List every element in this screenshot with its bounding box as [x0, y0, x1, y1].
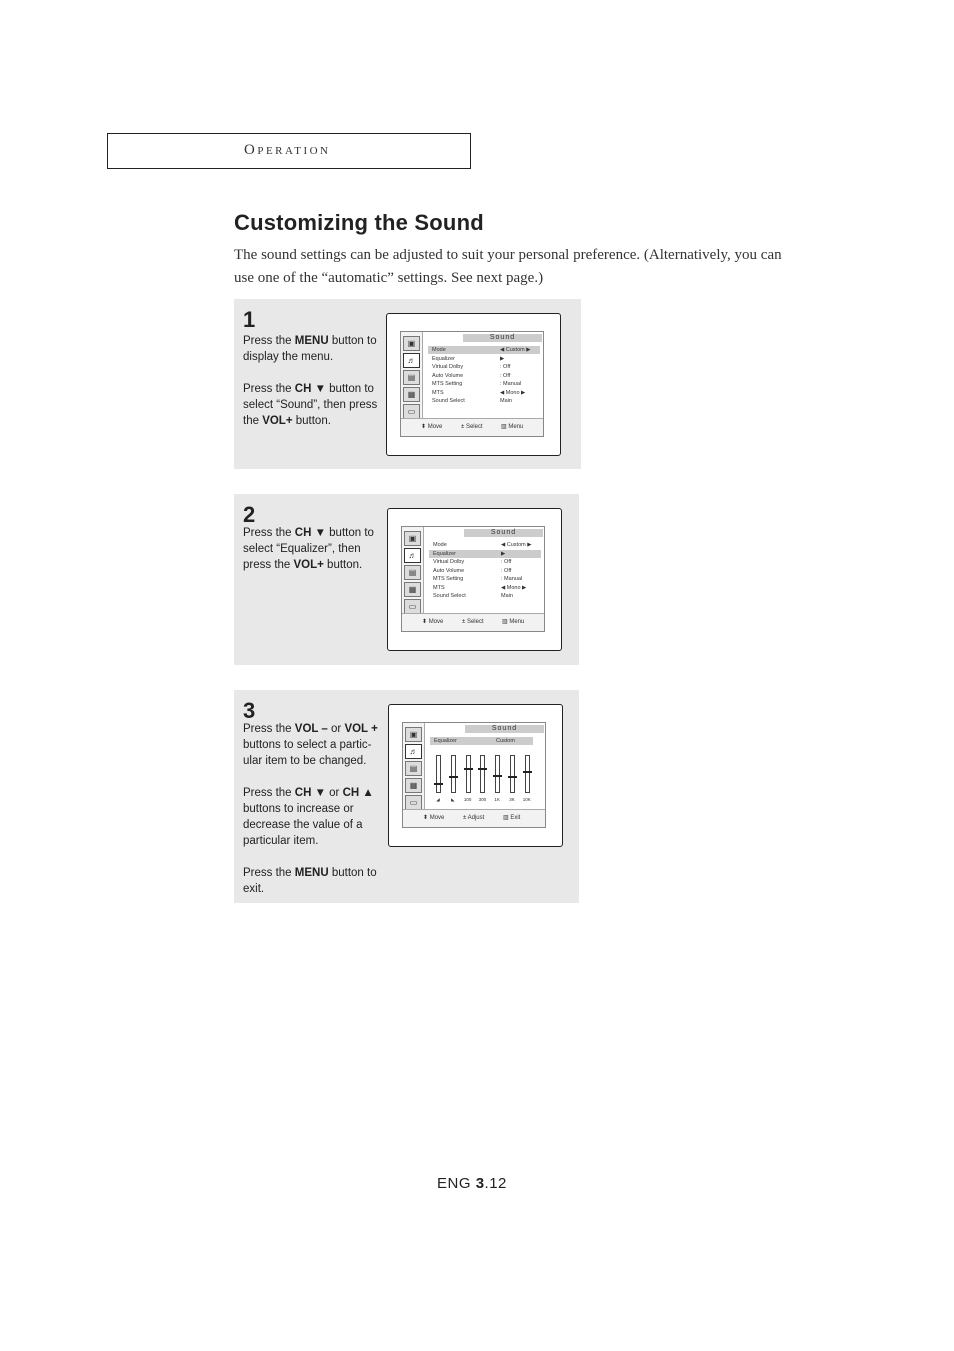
- setup-icon: ▦: [405, 778, 422, 793]
- osd-sidebar: [402, 527, 424, 613]
- instruction-text: button to select “Equalizer”, then press the: [243, 527, 374, 571]
- instruction-paragraph: [243, 381, 383, 429]
- instruction-text: button to exit.: [243, 867, 377, 895]
- step-3-panel: [234, 690, 579, 903]
- osd-menu-row: [428, 346, 540, 354]
- tv-screen: [387, 508, 562, 651]
- osd-row-value: Main: [501, 593, 513, 599]
- osd-menu-row: [428, 389, 540, 397]
- osd-footer-select: ± Select: [461, 424, 483, 430]
- sound-icon: ♬: [404, 548, 421, 563]
- osd-row-value: : Off: [501, 567, 512, 574]
- osd-footer-move: ⬍ Move: [421, 424, 443, 430]
- osd-sidebar: [401, 332, 423, 418]
- osd-menu-row: [428, 363, 540, 371]
- osd-menu-row: [429, 567, 541, 575]
- osd-menu-row: [429, 584, 541, 592]
- instruction-text: Press the: [243, 787, 295, 799]
- sound-menu-osd: [401, 526, 545, 632]
- page-chapter: 3: [475, 1175, 485, 1192]
- eq-band-slider: [436, 755, 441, 793]
- osd-row-value: : Off: [500, 372, 511, 379]
- osd-footer-exit: ▥ Exit: [503, 815, 521, 821]
- page-prefix: ENG: [437, 1175, 476, 1192]
- instruction-text: Press the: [243, 335, 295, 347]
- osd-footer: [403, 809, 545, 827]
- button-name: MENU: [294, 335, 329, 347]
- osd-menu-row: [429, 550, 541, 558]
- input-icon: ▭: [405, 795, 422, 810]
- tv-screen: [388, 704, 563, 847]
- osd-footer-menu: ▥ Menu: [502, 619, 525, 625]
- osd-row-label: Sound Select: [432, 398, 465, 404]
- setup-icon: ▦: [403, 387, 420, 402]
- eq-band-label: 300: [478, 797, 487, 802]
- instruction-text: Press the: [243, 527, 295, 539]
- instruction-paragraph: [243, 525, 383, 573]
- button-name: CH ▼: [294, 527, 326, 539]
- eq-slider-knob: [434, 783, 443, 785]
- osd-row-value: : Off: [501, 559, 512, 565]
- instruction-text: button.: [323, 559, 363, 571]
- osd-header: Sound: [465, 725, 544, 733]
- osd-footer-select: ± Select: [462, 619, 484, 625]
- osd-header: Sound: [464, 529, 543, 537]
- osd-row-value: : Off: [500, 364, 511, 370]
- osd-row-label: Equalizer: [432, 355, 455, 362]
- button-name: MENU: [294, 867, 329, 879]
- instruction-text: button to display the menu.: [243, 335, 377, 363]
- section-header: [107, 133, 471, 169]
- step-instructions: [243, 721, 383, 913]
- instruction-text: buttons to select a partic-ular item to be changed.: [243, 739, 372, 767]
- button-name: VOL –: [294, 723, 328, 735]
- osd-row-value: ◀ Mono ▶: [500, 389, 526, 396]
- osd-menu-row: [428, 380, 540, 388]
- osd-row-value: ◀ Mono ▶: [501, 584, 527, 591]
- picture-icon: ▣: [404, 531, 421, 546]
- osd-row-label: Auto Volume: [433, 567, 465, 574]
- sound-icon: ♬: [405, 744, 422, 759]
- eq-slider-knob: [464, 768, 473, 770]
- osd-row-value: ▶: [500, 355, 505, 362]
- section-title: Operation: [244, 142, 331, 158]
- instruction-text: or: [327, 723, 345, 735]
- equalizer-osd: [402, 722, 546, 828]
- button-name: CH ▼: [294, 787, 326, 799]
- eq-slider-knob: [493, 775, 502, 777]
- input-icon: ▭: [404, 599, 421, 614]
- instruction-text: Press the: [243, 723, 295, 735]
- instruction-text: button.: [292, 415, 331, 427]
- osd-row-label: Virtual Dolby: [433, 559, 465, 565]
- tv-screen: [386, 313, 561, 456]
- osd-menu-row: [428, 355, 540, 363]
- eq-band-slider: [480, 755, 485, 793]
- instruction-paragraph: [243, 865, 383, 897]
- osd-row-label: MTS Setting: [433, 576, 464, 582]
- step-number: 2: [243, 502, 256, 527]
- input-icon: ▭: [403, 404, 420, 419]
- instruction-text: Press the: [243, 867, 295, 879]
- eq-band-label: 10K: [522, 797, 531, 802]
- instruction-text: or: [325, 787, 343, 799]
- channel-icon: ▤: [404, 565, 421, 580]
- osd-row-label: Auto Volume: [432, 372, 464, 379]
- eq-band-slider: [525, 755, 530, 793]
- step-number: 3: [243, 698, 256, 723]
- eq-slider-knob: [478, 768, 487, 770]
- osd-row-label: Virtual Dolby: [432, 364, 464, 370]
- channel-icon: ▤: [405, 761, 422, 776]
- eq-slider-knob: [523, 771, 532, 773]
- osd-row-value: ◀ Custom ▶: [501, 542, 532, 548]
- button-name: CH ▼: [294, 383, 326, 395]
- osd-row-value: ▶: [501, 550, 506, 557]
- osd-menu-row: [429, 575, 541, 583]
- osd-footer-move: ⬍ Move: [423, 815, 445, 821]
- eq-band-slider: [466, 755, 471, 793]
- osd-row-label: MTS: [433, 584, 445, 591]
- osd-row-label: Equalizer: [433, 550, 456, 557]
- osd-footer-move: ⬍ Move: [422, 619, 444, 625]
- setup-icon: ▦: [404, 582, 421, 597]
- osd-footer: [402, 613, 544, 631]
- instruction-paragraph: [243, 721, 383, 769]
- osd-row-label: Mode: [432, 347, 446, 353]
- picture-icon: ▣: [405, 727, 422, 742]
- channel-icon: ▤: [403, 370, 420, 385]
- step-number: 1: [243, 307, 256, 332]
- sound-icon: ♬: [403, 353, 420, 368]
- button-name: CH ▲: [342, 787, 374, 799]
- osd-footer-menu: ▥ Menu: [501, 424, 524, 430]
- osd-row-label: MTS Setting: [432, 381, 463, 387]
- eq-slider-knob: [508, 776, 517, 778]
- osd-row-value: Main: [500, 398, 512, 404]
- osd-menu-row: [429, 541, 541, 549]
- equalizer-mode-bar: [430, 737, 533, 745]
- osd-footer: [401, 418, 543, 436]
- osd-menu-row: [428, 372, 540, 380]
- step-instructions: [243, 333, 383, 445]
- osd-menu-row: [429, 558, 541, 566]
- osd-row-label: MTS: [432, 389, 444, 396]
- step-instructions: [243, 525, 383, 589]
- instruction-text: button to select “Sound”, then press the: [243, 383, 378, 427]
- eq-band-label: 100: [463, 797, 472, 802]
- eq-band-slider: [510, 755, 515, 793]
- eq-band-label: ◢: [436, 797, 440, 802]
- osd-header: Sound: [463, 334, 542, 342]
- instruction-paragraph: [243, 333, 383, 365]
- page-number: [437, 1175, 507, 1192]
- instruction-text: Press the: [243, 383, 295, 395]
- osd-row-label: Sound Select: [433, 593, 466, 599]
- eq-band-label: 1K: [494, 797, 500, 802]
- eq-band-slider: [495, 755, 500, 793]
- page-title: Customizing the Sound: [234, 210, 484, 235]
- osd-row-value: : Manual: [501, 576, 523, 582]
- step-2-panel: [234, 494, 579, 665]
- eq-band-label: 3K: [509, 797, 515, 802]
- osd-menu-row: [428, 397, 540, 405]
- eq-slider-knob: [449, 776, 458, 778]
- step-1-panel: [234, 299, 581, 469]
- osd-footer-adjust: ± Adjust: [463, 815, 485, 821]
- eq-band-slider: [451, 755, 456, 793]
- intro-paragraph: The sound settings can be adjusted to suit your personal preference. (Alternatively, you can use one of the “automatic” settings. See next page.): [234, 247, 782, 286]
- equalizer-label: Equalizer: [434, 738, 457, 744]
- osd-sidebar: [403, 723, 425, 809]
- osd-menu-row: [429, 592, 541, 600]
- instruction-paragraph: [243, 785, 383, 849]
- osd-row-value: : Manual: [500, 381, 522, 387]
- button-name: VOL+: [262, 415, 293, 427]
- picture-icon: ▣: [403, 336, 420, 351]
- equalizer-mode-value: Custom: [496, 738, 515, 744]
- osd-row-label: Mode: [433, 542, 447, 548]
- osd-row-value: ◀ Custom ▶: [500, 347, 531, 353]
- page-suffix: .12: [484, 1175, 507, 1192]
- eq-band-label: ◣: [451, 797, 455, 802]
- button-name: VOL+: [293, 559, 324, 571]
- instruction-text: buttons to increase or decrease the value of a particular item.: [243, 803, 363, 847]
- sound-menu-osd: [400, 331, 544, 437]
- button-name: VOL +: [344, 723, 378, 735]
